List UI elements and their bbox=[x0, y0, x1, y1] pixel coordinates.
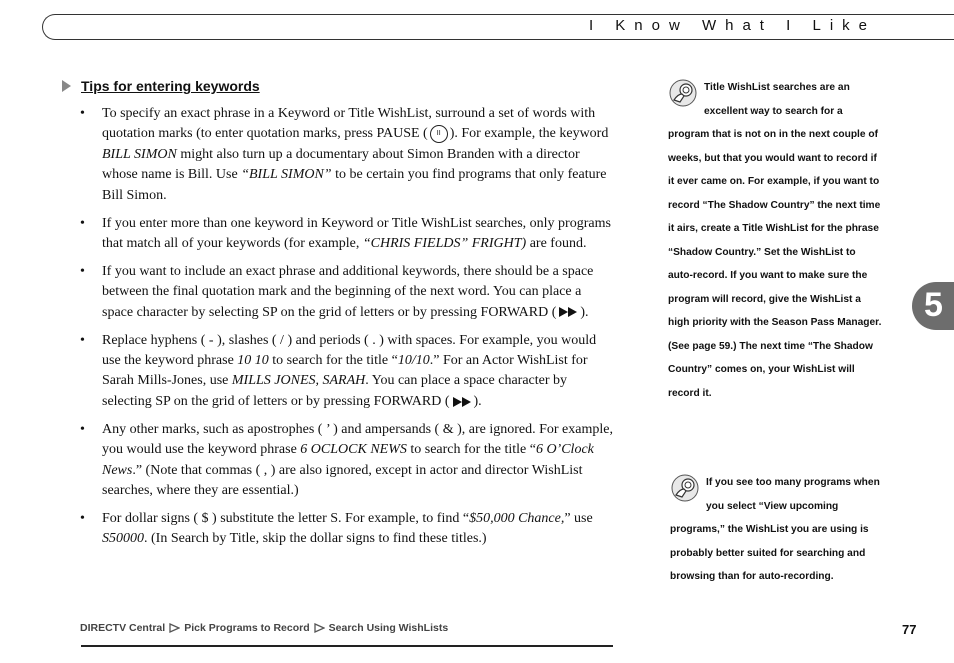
breadcrumb bbox=[80, 622, 448, 634]
breadcrumb-item: DIRECTV Central bbox=[80, 622, 166, 634]
breadcrumb-arrow-icon bbox=[314, 623, 325, 633]
list-item: • If you enter more than one keyword in Keyword or Title WishList searches, only programs that match all of your keywords (for example, “CHRIS FIELDS” FRIGHT) are found. bbox=[80, 215, 611, 251]
list-item: • Any other marks, such as apostrophes ( ’ ) and ampersands ( & ), are ignored. For example, you would use the keyword phrase 6 OCLOCK NEWS to search for the title “6 O’Clock News.” (Note that commas ( , ) are also ignored, except in actor and director WishList searches, where they are essential.) bbox=[80, 421, 613, 498]
forward-icon bbox=[452, 396, 472, 408]
forward-icon bbox=[558, 306, 578, 318]
tips-list bbox=[80, 104, 614, 557]
list-item: • Replace hyphens ( - ), slashes ( / ) and periods ( . ) with spaces. For example, you would use the keyword phrase 10 10 to search for the title “10/10.” For an Actor WishList for Sarah Mills-Jones, use MILLS JONES, SARAH. You can place a space character by selecting SP on the grid of letters or by pressing FORWARD ( ). bbox=[80, 332, 597, 409]
tip-hand-icon bbox=[668, 78, 698, 108]
tip-hand-icon bbox=[670, 473, 700, 503]
list-item: • To specify an exact phrase in a Keyword or Title WishList, surround a set of words with quotation marks (to enter quotation marks, press PAUSE ( II ). For example, the keyword BILL SIMON might also turn up a documentary about Simon Branden with a director whose name is Bill. Use “BILL SIMON” to be certain you find programs that only feature Bill Simon. bbox=[80, 106, 609, 203]
chapter-number: 5 bbox=[924, 286, 943, 324]
breadcrumb-arrow-icon bbox=[169, 623, 180, 633]
section-heading bbox=[62, 78, 260, 94]
triangle-bullet-icon bbox=[62, 80, 71, 92]
breadcrumb-item: Search Using WishLists bbox=[328, 622, 449, 634]
header-title: I Know What I Like bbox=[588, 17, 876, 34]
chapter-tab bbox=[912, 282, 954, 330]
list-item: • If you want to include an exact phrase and additional keywords, there should be a space between the final quotation mark and the beginning of the next word. You can place a space character by selecting SP on the grid of letters or by pressing FORWARD ( ). bbox=[80, 263, 594, 320]
list-item: • For dollar signs ( $ ) substitute the letter S. For example, to find “$50,000 Chance,” use S50000. (In Search by Title, skip the dollar signs to find these titles.) bbox=[80, 510, 593, 547]
pause-button-icon: II bbox=[430, 125, 448, 143]
section-title: Tips for entering keywords bbox=[81, 78, 260, 94]
footer-divider bbox=[81, 645, 613, 647]
page-number: 77 bbox=[902, 622, 917, 637]
breadcrumb-item: Pick Programs to Record bbox=[184, 622, 310, 634]
sidenote-tip-2: If you see too many programs when you select “View upcoming programs,” the WishList you are using is probably better suited for searching and browsing than for auto-recording. bbox=[670, 471, 884, 589]
sidenote-tip-1: Title WishList searches are an excellent way to search for a program that is not on in the next couple of weeks, but that you would want to record if it ever came on. For example, if you want to record “The Shadow Country” the next time it airs, create a Title WishList for the phrase “Shadow Country.” Set the WishList to auto-record. If you want to make sure the program will record, give the WishList a high priority with the Season Pass Manager. (See page 59.) The next time “The Shadow Country” comes on, your WishList will record it. bbox=[668, 76, 882, 405]
